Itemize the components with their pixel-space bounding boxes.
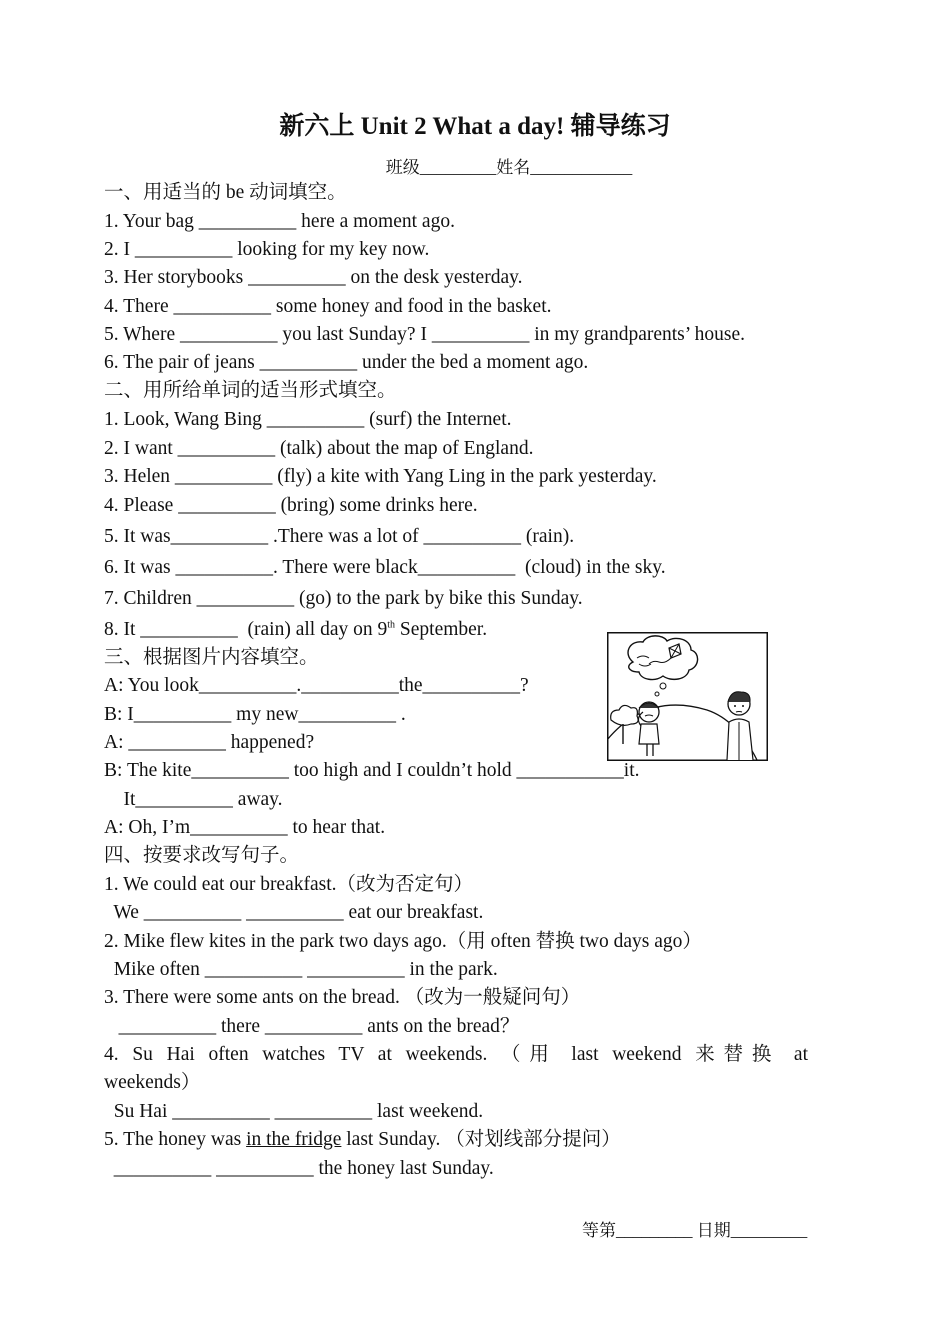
section-4-heading: 四、按要求改写句子。 (104, 845, 300, 866)
section-3-heading: 三、根据图片内容填空。 (104, 647, 319, 668)
s1-q4: 4. There __________ some honey and food in the basket. (104, 296, 552, 317)
s4-q4-line-1: 4. Su Hai often watches TV at weekends. （用 last weekend 来替换 at (104, 1044, 808, 1065)
s4-q1: 1. We could eat our breakfast.（改为否定句） (104, 874, 474, 895)
s2-q8 (104, 620, 487, 640)
s4-a1: We __________ __________ eat our breakfast. (104, 902, 484, 923)
s4-a2: Mike often __________ __________ in the park. (104, 959, 498, 980)
s4-q4-line-2: weekends） (104, 1072, 201, 1093)
page-title: 新六上 Unit 2 What a day! 辅导练习 (279, 113, 671, 140)
s3-line-3: A: __________ happened? (104, 732, 315, 753)
section-1-heading: 一、用适当的 be 动词填空。 (104, 182, 347, 203)
kite-illustration (607, 632, 768, 761)
s4-a4: Su Hai __________ __________ last weekend. (104, 1101, 484, 1122)
grade-date-line: 等第_________ 日期_________ (582, 1221, 808, 1240)
s1-q2: 2. I __________ looking for my key now. (104, 239, 430, 260)
s4-q5-text: 5. The honey was (104, 1129, 247, 1150)
s2-q5: 5. It was__________ .There was a lot of __________ (rain). (104, 526, 575, 547)
s3-line-2: B: I__________ my new__________ . (104, 704, 406, 725)
s2-q7: 7. Children __________ (go) to the park by bike this Sunday. (104, 588, 583, 609)
s4-q5 (104, 1130, 621, 1150)
s2-q1: 1. Look, Wang Bing __________ (surf) the Internet. (104, 409, 512, 430)
s4-a3: __________ there __________ ants on the bread？ (104, 1016, 520, 1037)
s3-line-5: It__________ away. (104, 789, 283, 810)
s2-q6: 6. It was __________. There were black__________ (cloud) in the sky. (104, 557, 666, 578)
s3-line-4: B: The kite__________ too high and I couldn’t hold ___________it. (104, 760, 640, 781)
s2-q8-superscript: th (387, 619, 396, 631)
s2-q4: 4. Please __________ (bring) some drinks here. (104, 495, 478, 516)
s3-line-1: A: You look__________.__________the__________? (104, 675, 529, 696)
s4-q5-text-end: last Sunday. （对划线部分提问） (341, 1129, 621, 1150)
class-name-line: 班级_________姓名____________ (385, 158, 633, 177)
s1-q6: 6. The pair of jeans __________ under the bed a moment ago. (104, 352, 589, 373)
s4-q5-underlined: in the fridge (246, 1129, 342, 1150)
s2-q3: 3. Helen __________ (fly) a kite with Yang Ling in the park yesterday. (104, 466, 657, 487)
section-2-heading: 二、用所给单词的适当形式填空。 (104, 380, 397, 401)
s2-q8-text: 8. It __________ (rain) all day on 9 (104, 619, 388, 640)
s1-q3: 3. Her storybooks __________ on the desk yesterday. (104, 267, 523, 288)
s3-line-6: A: Oh, I’m__________ to hear that. (104, 817, 386, 838)
s4-q3: 3. There were some ants on the bread. （改为一般疑问句） (104, 987, 581, 1008)
s1-q1: 1. Your bag __________ here a moment ago. (104, 211, 455, 232)
s2-q2: 2. I want __________ (talk) about the map of England. (104, 438, 534, 459)
s4-q2: 2. Mike flew kites in the park two days ago.（用 often 替换 two days ago） (104, 931, 702, 952)
s1-q5: 5. Where __________ you last Sunday? I __________ in my grandparents’ house. (104, 324, 746, 345)
s4-a5: __________ __________ the honey last Sunday. (104, 1158, 494, 1179)
s2-q8-text-end: September. (395, 619, 488, 640)
